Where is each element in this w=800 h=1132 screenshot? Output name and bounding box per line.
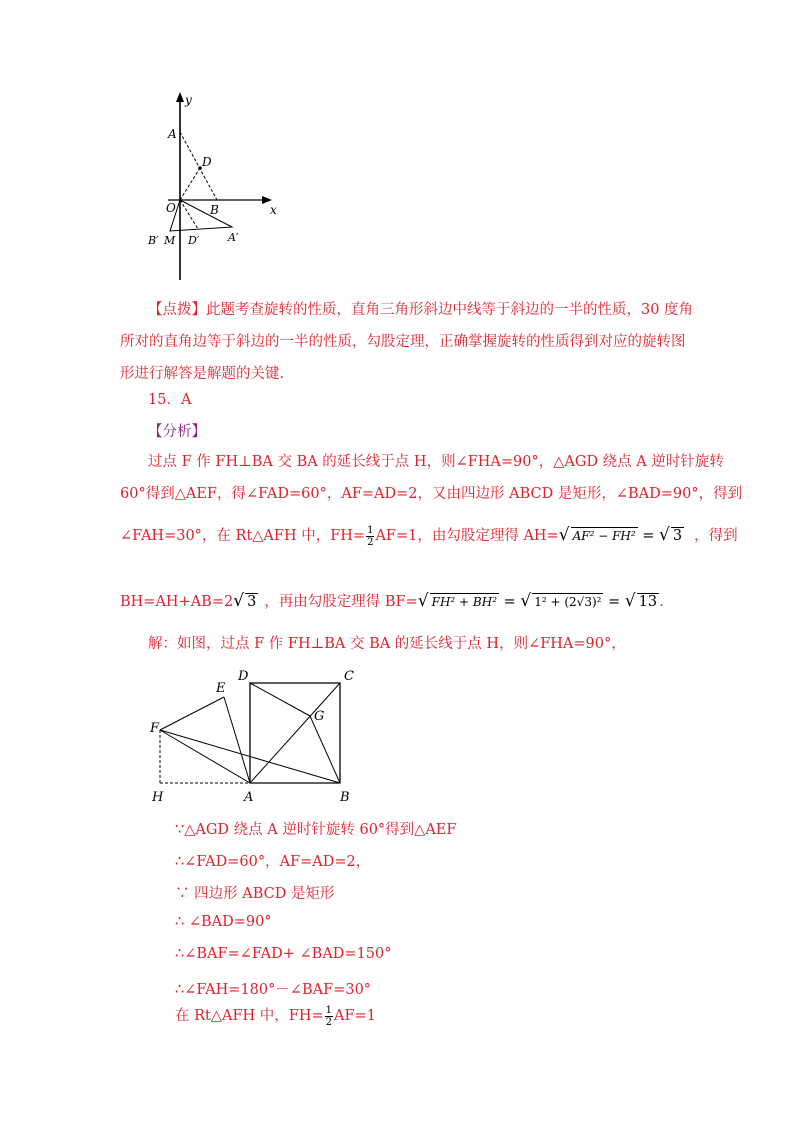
analysis-3-mid: AF=1，由勾股定理得 AH=	[375, 528, 559, 544]
analysis-line-4: BH=AH+AB=2√ 3 ，再由勾股定理得 BF=√ FH² + BH² = √ 1² + (2√3)² = √ 13 .	[120, 591, 664, 611]
tip-line-1	[148, 298, 693, 319]
analysis-paragraph	[120, 450, 743, 620]
label-g2: G	[314, 709, 325, 724]
analysis-4-end: .	[659, 594, 664, 610]
eq-sign: =	[637, 528, 660, 544]
solution-intro: 解：如图，过点 F 作 FH⊥BA 交 BA 的延长线于点 H，则∠FHA=90°，	[148, 636, 626, 652]
question-number: 15．A	[148, 392, 192, 408]
label-b2: B	[340, 790, 350, 805]
label-d2: D	[238, 669, 249, 684]
sqrt-expression-2: √ FH² + BH² = √ 1² + (2√3)² = √ 13	[417, 591, 658, 611]
sqrt-radicand-4: FH² + BH²	[431, 595, 498, 609]
sqrt-radicand-1: AF² − FH²	[572, 529, 636, 543]
label-x: x	[270, 203, 277, 217]
fraction-half-2	[325, 1005, 333, 1028]
step-1: ∵△AGD 绕点 A 逆时针旋转 60°得到△AEF	[175, 822, 457, 838]
tip-line-2: 所对的直角边等于斜边的一半的性质，勾股定理，正确掌握旋转的性质得到对应的旋转图	[120, 334, 686, 350]
label-a2: A	[244, 790, 254, 805]
segment-od	[180, 168, 200, 200]
step-7-pre: 在 Rt△AFH 中，FH=	[175, 1008, 324, 1024]
eq-sign-2: =	[499, 594, 521, 610]
step-7	[175, 1004, 376, 1028]
fraction-half	[366, 525, 374, 548]
tip-tag: 【点拨】	[148, 302, 206, 318]
label-c2: C	[344, 669, 354, 684]
analysis-tag: 【分析】	[148, 424, 206, 440]
tip-text-1: 此题考查旋转的性质，直角三角形斜边中线等于斜边的一半的性质，30 度角	[206, 302, 694, 318]
analysis-line-2: 60°得到△AEF，得∠FAD=60°，AF=AD=2，又由四边形 ABCD 是矩形，∠BAD=90°，得到	[120, 486, 743, 502]
step-4: ∴ ∠BAD=90°	[175, 914, 272, 930]
label-o: O	[166, 201, 176, 215]
analysis-3-pre: ∠FAH=30°，在 Rt△AFH 中，FH=	[120, 528, 366, 544]
segment-fe	[160, 697, 224, 730]
sqrt-radicand-6: 13	[638, 594, 658, 610]
rectangle-rotation-figure	[140, 660, 380, 810]
step-7-post: AF=1	[334, 1008, 376, 1024]
label-b-prime: B′	[148, 234, 159, 247]
step-5: ∴∠BAF=∠FAD+ ∠BAD=150°	[175, 946, 392, 962]
y-axis-arrow	[176, 92, 184, 102]
sqrt-radicand-5: 1² + (2√3)²	[534, 595, 602, 609]
analysis-4-mid: ，再由勾股定理得 BF=	[264, 594, 418, 610]
label-m: M	[164, 234, 176, 247]
segment-ac	[250, 683, 340, 783]
label-d: D	[202, 155, 212, 169]
analysis-line-1: 过点 F 作 FH⊥BA 交 BA 的延长线于点 H，则∠FHA=90°，△AGD 绕点 A 逆时针旋转	[148, 454, 724, 470]
frac-num: 1	[367, 524, 374, 536]
step-6: ∴∠FAH=180°－∠BAF=30°	[175, 982, 372, 998]
solution-steps	[175, 818, 675, 1028]
label-b: B	[210, 203, 219, 217]
sqrt-radicand-2: 3	[672, 528, 683, 544]
segment-dg	[250, 683, 310, 716]
label-y: y	[185, 93, 192, 107]
eq-sign-3: =	[603, 594, 625, 610]
segment-gb	[310, 716, 340, 783]
step-3: ∵ 四边形 ABCD 是矩形	[175, 886, 335, 902]
sqrt-radicand-3: 3	[247, 594, 257, 610]
label-e2: E	[216, 681, 226, 696]
analysis-4-pre: BH=AH+AB=2	[120, 594, 234, 610]
analysis-3-post: ，得到	[694, 528, 738, 544]
analysis-line-3	[120, 524, 738, 548]
tip-line-3: 形进行解答是解题的关键.	[120, 366, 285, 382]
rotation-coordinate-figure	[140, 88, 300, 288]
label-a-prime: A′	[228, 231, 239, 244]
label-d-prime: D′	[188, 234, 200, 247]
label-a: A	[168, 127, 177, 141]
label-f2: F	[150, 721, 160, 736]
label-h2: H	[152, 790, 164, 805]
frac-den: 2	[367, 536, 374, 548]
frac2-den: 2	[325, 1016, 333, 1028]
sqrt-expression-1: √ AF² − FH² = √ 3	[558, 525, 683, 545]
frac2-num: 1	[325, 1004, 333, 1016]
step-2: ∴∠FAD=60°，AF=AD=2，	[175, 854, 371, 870]
